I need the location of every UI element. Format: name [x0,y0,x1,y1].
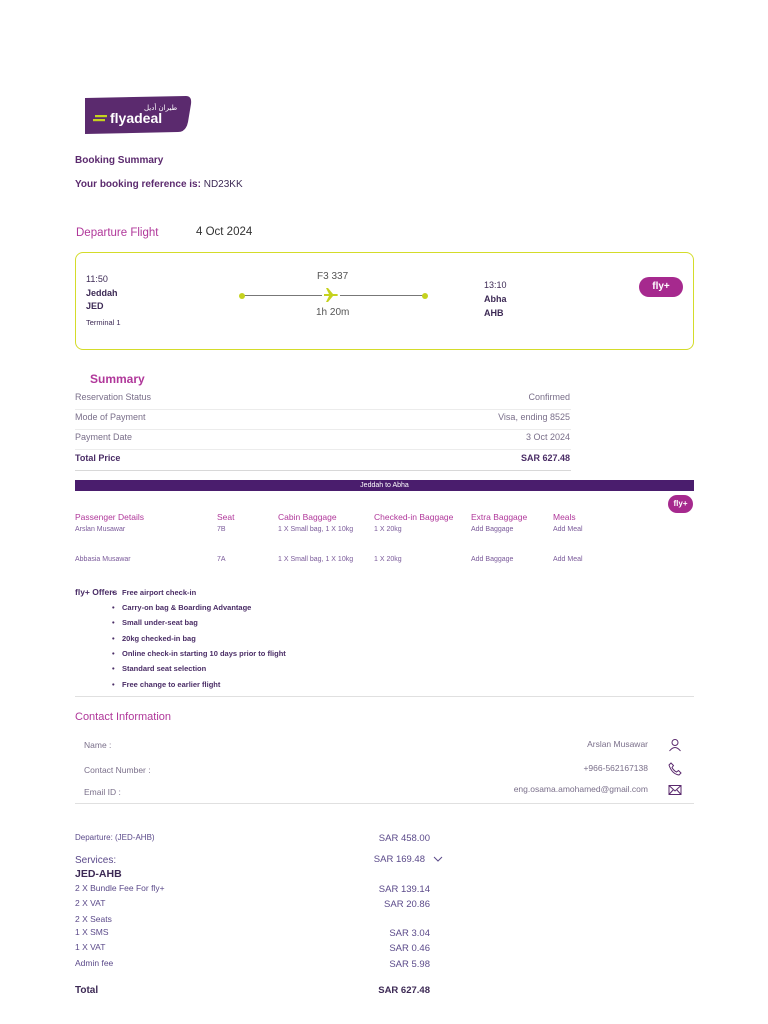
fare-item-amount: SAR 139.14 [378,884,430,895]
services-label: Services: [75,855,117,866]
add-baggage-link[interactable]: Add Baggage [471,526,514,533]
offer-item: • Online check-in starting 10 days prior to flight [122,649,286,658]
total-amount: SAR 627.48 [378,985,430,996]
user-icon [668,738,682,752]
arrival-time: 13:10 [484,280,507,290]
departure-city: Jeddah [86,288,118,298]
summary-row-mode-of-payment [75,410,571,430]
cabin-baggage-header: Cabin Baggage [278,512,337,522]
offer-item: • Standard seat selection [122,664,206,673]
summary-value: Confirmed [528,392,570,402]
add-baggage-link[interactable]: Add Baggage [471,556,514,563]
summary-row-total-price [75,451,571,471]
seat-header: Seat [217,512,235,522]
contact-name-value: Arslan Musawar [587,739,648,749]
passenger-cabin-baggage: 1 X Small bag, 1 X 10kg [278,556,354,563]
passenger-checked-baggage: 1 X 20kg [374,556,402,563]
email-value: eng.osama.amohamed@gmail.com [513,784,648,794]
arrival-code: AHB [484,308,504,318]
fly-plus-badge: fly+ [639,277,683,297]
summary-row-payment-date [75,430,571,450]
offer-item: • Free airport check-in [122,588,196,597]
flight-number: F3 337 [317,271,349,282]
departure-date: 4 Oct 2024 [196,226,253,238]
fare-item-amount: SAR 0.46 [389,943,430,954]
summary-row-reservation-status [75,390,571,410]
offer-item: • Free change to earlier flight [122,680,220,689]
fare-item-amount: SAR 20.86 [384,899,430,910]
summary-label: Total Price [75,453,121,463]
summary-value: Visa, ending 8525 [498,412,570,422]
extra-baggage-header: Extra Baggage [471,512,528,522]
fly-plus-offers-label: fly+ Offers [75,587,118,597]
phone-icon [668,762,682,776]
fly-plus-badge-small: fly+ [668,495,693,513]
booking-reference-label: Your booking reference is: [75,179,201,190]
passenger-checked-baggage: 1 X 20kg [374,526,402,533]
fare-item-amount: SAR 5.98 [389,959,430,970]
fare-item-amount: SAR 3.04 [389,928,430,939]
summary-label: Reservation Status [75,392,152,402]
arrival-city: Abha [484,294,507,304]
summary-label: Payment Date [75,432,133,442]
contact-number-value: +966-562167138 [583,763,648,773]
fare-departure-label: Departure: (JED-AHB) [75,833,155,842]
departure-time: 11:50 [86,274,108,284]
booking-reference [75,179,243,190]
mail-icon [668,783,682,797]
section-divider [75,696,694,697]
destination-dot-icon [422,293,428,299]
fare-item-label: 2 X Bundle Fee For fly+ [75,883,165,893]
passenger-cabin-baggage: 1 X Small bag, 1 X 10kg [278,526,354,533]
contact-information-title: Contact Information [75,711,171,723]
passenger-header: Passenger Details [75,512,144,522]
offer-item: • Carry-on bag & Boarding Advantage [122,603,251,612]
passenger-name: Arslan Musawar [75,526,126,533]
booking-summary-title: Booking Summary [75,155,164,166]
summary-label: Mode of Payment [75,412,146,422]
booking-reference-value: ND23KK [203,179,243,190]
summary-value: 3 Oct 2024 [525,432,570,442]
contact-name-label: Name : [84,740,112,750]
section-divider [75,803,694,804]
summary-title: Summary [90,372,145,386]
offer-item: • 20kg checked-in bag [122,634,196,643]
add-meal-link[interactable]: Add Meal [553,556,583,563]
services-amount[interactable]: SAR 169.48 [373,854,425,865]
summary-value: SAR 627.48 [520,453,570,463]
flight-duration: 1h 20m [316,307,350,318]
passenger-seat: 7B [217,526,226,533]
flyadeal-logo [82,96,192,134]
svg-text:flyadeal: flyadeal [110,110,163,126]
fare-item-label: 2 X VAT [75,898,106,908]
offer-item: • Small under-seat bag [122,618,198,627]
add-meal-link[interactable]: Add Meal [553,526,583,533]
checked-baggage-header: Checked-in Baggage [374,512,454,522]
route-bar: Jeddah to Abha [75,480,694,491]
departure-flight-title: Departure Flight [76,227,159,239]
departure-code: JED [86,301,104,311]
departure-terminal: Terminal 1 [86,318,121,327]
origin-dot-icon [239,293,245,299]
flyadeal-logo-mark [82,96,192,134]
chevron-down-icon[interactable] [432,852,444,864]
svg-text:طيران أديل: طيران أديل [144,104,178,112]
total-label: Total [75,985,99,996]
email-label: Email ID : [84,787,121,797]
passenger-name: Abbasia Musawar [75,556,131,563]
fare-departure-amount: SAR 458.00 [378,833,430,844]
fare-item-label: Admin fee [75,958,114,968]
passenger-seat: 7A [217,556,226,563]
segment-label: JED-AHB [75,868,122,880]
flight-card [75,252,694,350]
fare-item-label: 1 X VAT [75,942,106,952]
meals-header: Meals [553,512,576,522]
fare-item-label: 2 X Seats [75,914,112,924]
fare-item-label: 1 X SMS [75,927,109,937]
airplane-icon [322,286,340,304]
contact-number-label: Contact Number : [84,765,151,775]
